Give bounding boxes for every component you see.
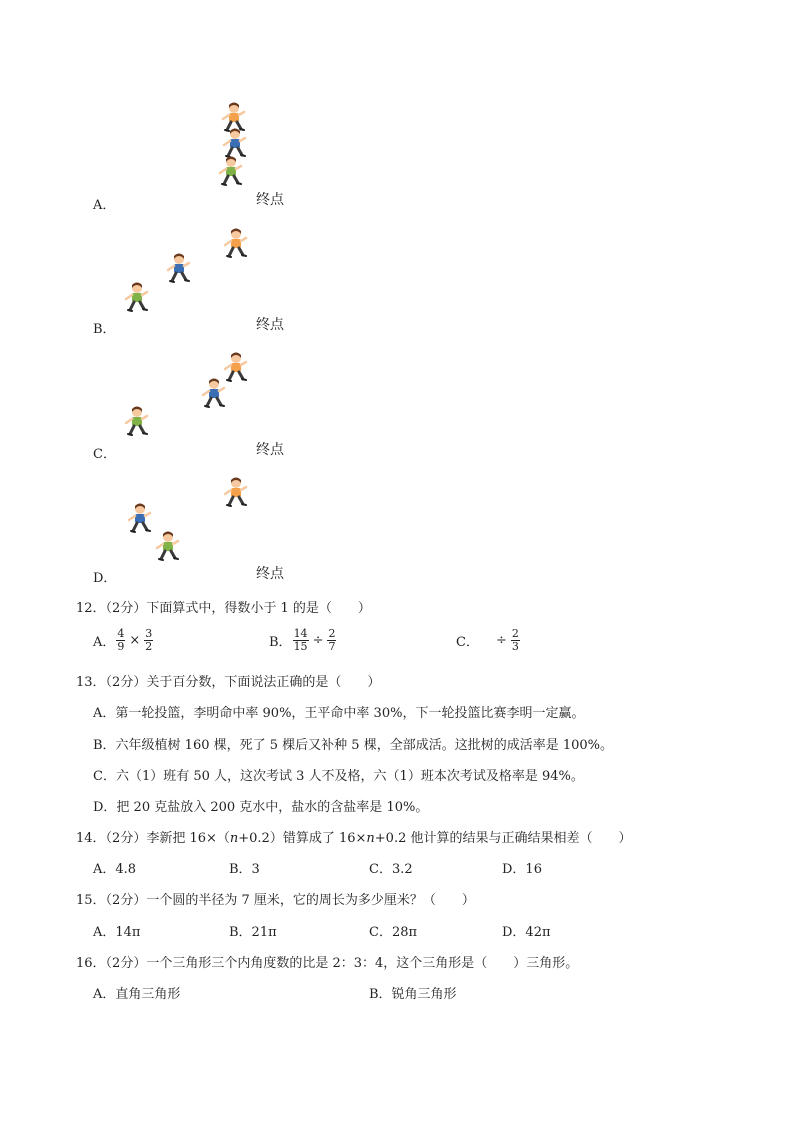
option-letter: D． [93, 571, 117, 586]
finish-label: 终点 [256, 442, 284, 458]
question-13-stem: 13．（2分）关于百分数，下面说法正确的是（ ） [76, 675, 381, 690]
q16-option-a[interactable]: A．直角三角形 [93, 987, 181, 1002]
q13-option-a[interactable]: A．第一轮投篮，李明命中率 90%，王平命中率 30%，下一轮投篮比赛李明一定赢。 [93, 706, 585, 721]
q13-option-c[interactable]: C．六（1）班有 50 人，这次考试 3 人不及格，六（1）班本次考试及格率是 94%。 [93, 769, 584, 784]
question-16-stem: 16．（2分）一个三角形三个内角度数的比是 2：3：4，这个三角形是（ ）三角形。 [76, 956, 579, 971]
question-12-stem: 12．（2分）下面算式中，得数小于 1 的是（ ） [76, 601, 371, 616]
runner-green-icon [123, 282, 149, 314]
runner-green-icon [123, 406, 149, 438]
runner-orange-icon [222, 477, 248, 509]
variable-n: n [229, 831, 239, 846]
question-14-stem: 14．（2分）李新把 16×（n+0.2）错算成了 16×n+0.2 他计算的结果与正确结果相差（ ） [76, 831, 632, 846]
runner-blue-icon [126, 503, 152, 535]
operator: ÷ [495, 633, 507, 648]
fraction: $\frac{4}{9}$ [117, 627, 125, 653]
q16-option-b[interactable]: B．锐角三角形 [369, 987, 457, 1002]
q14-option-b[interactable]: B．3 [229, 862, 260, 877]
runner-blue-icon [200, 378, 226, 410]
q15-option-a[interactable]: A．14π [93, 925, 141, 940]
option-letter: B． [93, 322, 116, 337]
operator: × [129, 633, 141, 648]
option-letter: C． [93, 447, 116, 462]
q14-option-c[interactable]: C．3.2 [369, 862, 413, 877]
operator: ÷ [312, 633, 324, 648]
q15-option-b[interactable]: B．21π [229, 925, 277, 940]
fraction: $\frac{14}{15}$ [293, 627, 308, 653]
runner-blue-icon [165, 253, 191, 285]
q15-option-d[interactable]: D．42π [502, 925, 551, 940]
q12-option-c[interactable] [456, 628, 521, 653]
option-letter: B． [269, 635, 292, 650]
q14-option-a[interactable]: A．4.8 [93, 862, 137, 877]
fraction: $\frac{2}{3}$ [511, 627, 519, 653]
q12-option-a[interactable] [93, 628, 154, 653]
option-letter: A． [93, 635, 116, 650]
finish-label: 终点 [256, 317, 284, 333]
finish-label: 终点 [256, 192, 284, 208]
option-letter: A． [93, 198, 116, 213]
fraction: $\frac{2}{7}$ [328, 627, 336, 653]
q12-option-b[interactable] [269, 628, 337, 653]
runner-green-icon [217, 156, 243, 188]
q14-option-d[interactable]: D．16 [502, 862, 542, 877]
q13-option-b[interactable]: B．六年级植树 160 棵，死了 5 棵后又补种 5 棵，全部成活。这批树的成活率是 100%。 [93, 738, 614, 753]
runner-green-icon [154, 531, 180, 563]
option-letter: C． [456, 635, 479, 650]
finish-label: 终点 [256, 566, 284, 582]
runner-orange-icon [222, 228, 248, 260]
question-15-stem: 15．（2分）一个圆的半径为 7 厘米，它的周长为多少厘米？（ ） [76, 893, 475, 908]
variable-n: n [366, 831, 375, 846]
q13-option-d[interactable]: D．把 20 克盐放入 200 克水中，盐水的含盐率是 10%。 [93, 800, 429, 815]
fraction: $\frac{3}{2}$ [145, 627, 153, 653]
q15-option-c[interactable]: C．28π [369, 925, 418, 940]
